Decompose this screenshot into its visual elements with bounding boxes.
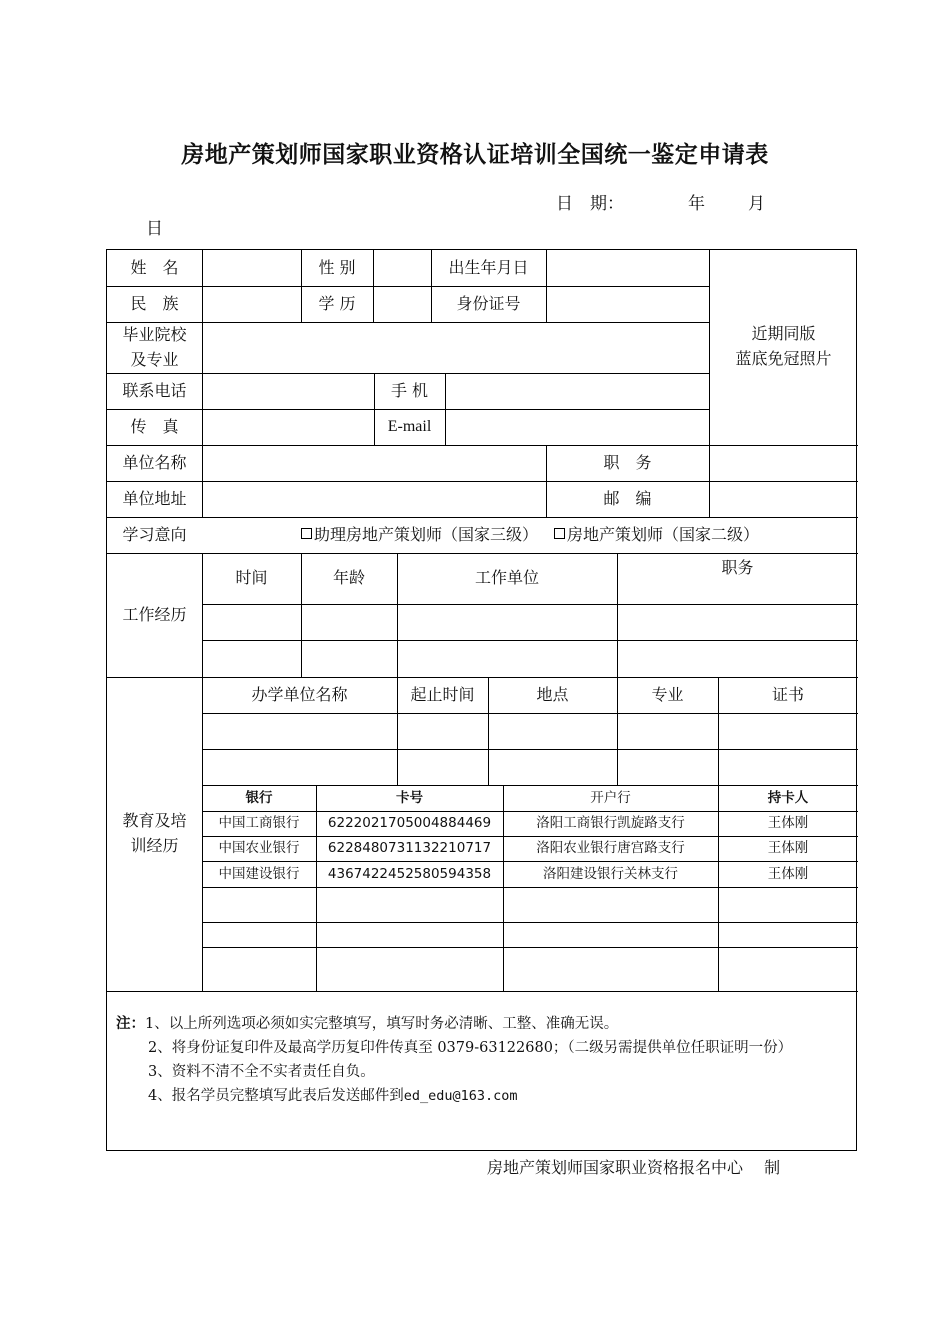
education-field[interactable]: [373, 286, 431, 322]
date-label: 日 期：: [556, 194, 624, 214]
email-field[interactable]: [445, 409, 709, 445]
phone-field[interactable]: [202, 373, 374, 409]
bank-row-2-branch: 洛阳农业银行唐宫路支行: [536, 840, 685, 857]
name-label: 姓 名: [130, 257, 179, 277]
edu-header-period: 起止时间: [410, 684, 475, 704]
note-4-email[interactable]: ed_edu@163.com: [403, 1088, 518, 1104]
position-field[interactable]: [709, 445, 858, 481]
date-month: 月: [748, 194, 765, 214]
notes-section: [116, 1012, 856, 1108]
bank-row-2-holder: 王体刚: [767, 840, 809, 857]
bank-header-branch: 开户行: [590, 789, 631, 806]
checkbox-assistant[interactable]: [301, 528, 312, 539]
photo-line1: 近期同版: [751, 324, 816, 344]
school-label: [107, 322, 202, 373]
email-label: E-mail: [387, 417, 432, 435]
school-label-line1: 毕业院校: [122, 324, 187, 344]
date-day: 日: [146, 219, 163, 239]
work-header-employer: 工作单位: [474, 568, 539, 588]
bank-row-1-bank: 中国工商银行: [218, 815, 300, 832]
education-label-line2: 训经历: [130, 836, 179, 855]
address-field[interactable]: [202, 481, 546, 517]
fax-label: 传 真: [130, 416, 179, 436]
position-label: 职 务: [603, 452, 652, 472]
id-label: 身份证号: [456, 293, 521, 313]
school-label-line2: 及专业: [130, 349, 179, 369]
option-planner[interactable]: [554, 523, 759, 548]
work-header-position: 职务: [721, 557, 754, 577]
employer-label: 单位名称: [122, 452, 187, 472]
work-header-time: 时间: [235, 568, 268, 588]
fax-field[interactable]: [202, 409, 374, 445]
date-year: 年: [688, 194, 705, 214]
gender-field[interactable]: [373, 250, 431, 286]
note-2: 2、将身份证复印件及最高学历复印件传真至 0379-63122680；（二级另需提供单位任职证明一份）: [148, 1040, 793, 1056]
id-field[interactable]: [546, 286, 709, 322]
work-history-label: 工作经历: [122, 604, 187, 624]
birth-field[interactable]: [546, 250, 709, 286]
option-assistant-label: 助理房地产策划师（国家三级）: [313, 524, 538, 544]
mobile-label: 手 机: [390, 380, 429, 400]
education-history-label: [107, 677, 202, 991]
bank-header-card: 卡号: [396, 789, 423, 806]
bank-row-1-card: 6222021705004884469: [327, 815, 492, 832]
study-intent-options: [202, 517, 858, 553]
photo-line2: 蓝底免冠照片: [735, 349, 832, 368]
bank-row-3-bank: 中国建设银行: [218, 865, 300, 882]
checkbox-planner[interactable]: [554, 528, 565, 539]
bank-row-1-holder: 王体刚: [767, 815, 809, 832]
name-field[interactable]: [202, 250, 301, 286]
notes-prefix: 注：: [116, 1015, 145, 1032]
edu-header-location: 地点: [536, 684, 569, 704]
education-label: 学 历: [318, 293, 356, 313]
bank-header-holder: 持卡人: [767, 789, 809, 806]
mobile-field[interactable]: [445, 373, 709, 409]
phone-label: 联系电话: [122, 380, 187, 400]
bank-row-3-branch: 洛阳建设银行关林支行: [543, 865, 678, 882]
note-4: 4、报名学员完整填写此表后发送邮件到: [148, 1088, 404, 1104]
ethnicity-field[interactable]: [202, 286, 301, 322]
birth-label: 出生年月日: [448, 257, 529, 277]
option-planner-label: 房地产策划师（国家二级）: [567, 524, 760, 544]
ethnicity-label: 民 族: [130, 293, 179, 313]
bank-row-2-bank: 中国农业银行: [218, 840, 300, 857]
employer-field[interactable]: [202, 445, 546, 481]
option-assistant[interactable]: [301, 523, 538, 548]
education-label-line1: 教育及培: [122, 811, 187, 831]
bank-row-1-branch: 洛阳工商银行凯旋路支行: [536, 815, 685, 832]
postcode-field[interactable]: [709, 481, 858, 517]
bank-row-3-card: 4367422452580594358: [327, 865, 492, 882]
note-1: 1、以上所列选项必须如实完整填写，填写时务必清晰、工整、准确无误。: [145, 1016, 619, 1032]
postcode-label: 邮 编: [603, 488, 652, 508]
edu-header-school: 办学单位名称: [251, 684, 348, 704]
application-form: [106, 249, 857, 1151]
page-title: 房地产策划师国家职业资格认证培训全国统一鉴定申请表: [181, 141, 769, 168]
study-intent-label: 学习意向: [122, 524, 187, 544]
footer-issuer: 房地产策划师国家职业资格报名中心 制: [487, 1158, 781, 1177]
note-3: 3、资料不清不全不实者责任自负。: [148, 1064, 375, 1080]
edu-header-certificate: 证书: [771, 684, 804, 704]
photo-box[interactable]: [709, 322, 858, 372]
edu-header-major: 专业: [651, 684, 684, 704]
gender-label: 性 别: [318, 257, 356, 277]
school-field[interactable]: [202, 322, 709, 373]
address-label: 单位地址: [122, 488, 187, 508]
bank-row-2-card: 6228480731132210717: [327, 840, 492, 857]
bank-row-3-holder: 王体刚: [767, 865, 809, 882]
bank-header-bank: 银行: [245, 789, 273, 806]
work-header-age: 年龄: [332, 568, 365, 588]
